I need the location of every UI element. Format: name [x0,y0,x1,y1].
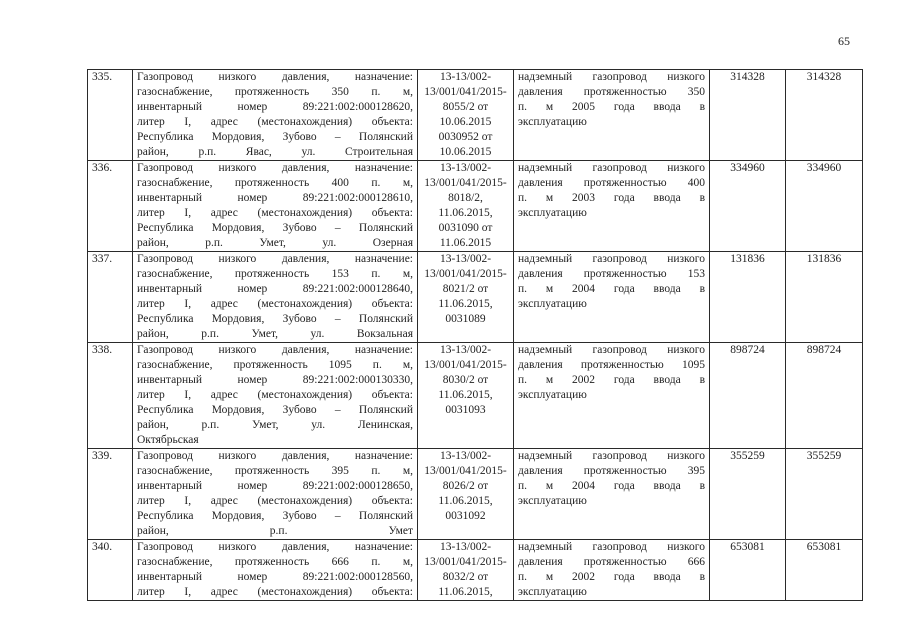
description-line: Газопровод низкого давления, назначение: [137,450,413,462]
registration-line: 11.06.2015, [438,495,493,507]
description-line: газоснабжение, протяженность 400 п. м, [137,177,413,189]
page-number: 65 [838,34,850,48]
registration-line: 13-13/002- [439,71,492,83]
object-description [133,252,418,343]
characteristics-line: давления протяженностью 395 [518,465,705,477]
table-row [88,161,863,252]
description-line: газоснабжение, протяженность 1095 п. м, [137,359,413,371]
description-line: Октябрьская [137,434,199,446]
property-registry-table [87,69,863,601]
characteristics-line: давления протяженностью 400 [518,177,705,189]
description-line: газоснабжение, протяженность 350 п. м, [137,86,413,98]
characteristics-line: надземный газопровод низкого [518,162,705,174]
characteristics-line: эксплуатацию [518,495,587,507]
description-line: газоснабжение, протяженность 666 п. м, [137,556,413,568]
row-number: 340. [88,540,133,601]
table-row [88,449,863,540]
description-line: район, р.п. Умет [137,525,413,537]
registration-line: 0031093 [445,404,486,416]
characteristics-line: эксплуатацию [518,586,587,598]
characteristics-line: надземный газопровод низкого [518,253,705,265]
description-line: литер I, адрес (местонахождения) объекта: [137,116,413,128]
object-description [133,540,418,601]
object-description [133,449,418,540]
description-line: Газопровод низкого давления, назначение: [137,344,413,356]
registration-line: 13-13/002- [439,344,492,356]
object-characteristics [514,161,710,252]
description-line: район, р.п. Умет, ул. Ленинская, [137,419,413,431]
value-cell: 334960 [786,161,863,252]
registration-line: 13/001/041/2015- [424,268,507,280]
description-line: район, р.п. Явас, ул. Строительная [137,146,413,158]
registration-line: 13-13/002- [439,253,492,265]
characteristics-line: надземный газопровод низкого [518,71,705,83]
registration-line: 8055/2 от [442,101,489,113]
registration-record [418,70,514,161]
object-characteristics [514,343,710,449]
description-line: инвентарный номер 89:221:002:000128640, [137,283,413,295]
table-row [88,70,863,161]
registration-line: 11.06.2015, [438,586,493,598]
registration-record [418,540,514,601]
registration-line: 0031089 [445,313,486,325]
description-line: район, р.п. Умет, ул. Озерная [137,237,413,249]
registration-line: 8018/2, [448,192,483,204]
registration-record [418,449,514,540]
registration-line: 13-13/002- [439,541,492,553]
registration-line: 13/001/041/2015- [424,465,507,477]
characteristics-line: п. м 2004 года ввода в [518,283,705,295]
characteristics-line: надземный газопровод низкого [518,541,705,553]
registration-line: 8021/2 от [442,283,489,295]
description-line: Республика Мордовия, Зубово – Полянский [137,131,413,143]
registration-line: 0030952 от [438,131,493,143]
value-cell: 131836 [710,252,786,343]
description-line: литер I, адрес (местонахождения) объекта: [137,495,413,507]
description-line: район, р.п. Умет, ул. Вокзальная [137,328,413,340]
description-line: газоснабжение, протяженность 153 п. м, [137,268,413,280]
description-line: Республика Мордовия, Зубово – Полянский [137,404,413,416]
value-cell: 898724 [786,343,863,449]
characteristics-line: надземный газопровод низкого [518,450,705,462]
registration-line: 10.06.2015 [439,116,492,128]
registration-line: 13/001/041/2015- [424,359,507,371]
description-line: Республика Мордовия, Зубово – Полянский [137,510,413,522]
object-characteristics [514,449,710,540]
registration-line: 13/001/041/2015- [424,86,507,98]
row-number: 335. [88,70,133,161]
value-cell: 355259 [786,449,863,540]
characteristics-line: давления протяженностью 350 [518,86,705,98]
description-line: инвентарный номер 89:221:002:000128560, [137,571,413,583]
registration-line: 11.06.2015, [438,298,493,310]
row-number: 339. [88,449,133,540]
object-description [133,161,418,252]
registration-line: 11.06.2015, [438,207,493,219]
value-cell: 131836 [786,252,863,343]
registration-line: 0031090 от [438,222,493,234]
characteristics-line: п. м 2002 года ввода в [518,571,705,583]
value-cell: 653081 [710,540,786,601]
registration-record [418,252,514,343]
registration-line: 8026/2 от [442,480,489,492]
registration-line: 13-13/002- [439,450,492,462]
characteristics-line: давления протяженностью 153 [518,268,705,280]
characteristics-line: эксплуатацию [518,207,587,219]
description-line: инвентарный номер 89:221:002:000130330, [137,374,413,386]
value-cell: 653081 [786,540,863,601]
description-line: литер I, адрес (местонахождения) объекта: [137,207,413,219]
registration-record [418,161,514,252]
characteristics-line: п. м 2003 года ввода в [518,192,705,204]
registration-line: 13/001/041/2015- [424,177,507,189]
registration-line: 13-13/002- [439,162,492,174]
description-line: Газопровод низкого давления, назначение: [137,253,413,265]
description-line: литер I, адрес (местонахождения) объекта: [137,298,413,310]
object-description [133,70,418,161]
value-cell: 898724 [710,343,786,449]
characteristics-line: надземный газопровод низкого [518,344,705,356]
description-line: Республика Мордовия, Зубово – Полянский [137,222,413,234]
description-line: Газопровод низкого давления, назначение: [137,71,413,83]
description-line: Газопровод низкого давления, назначение: [137,541,413,553]
object-characteristics [514,252,710,343]
description-line: Газопровод низкого давления, назначение: [137,162,413,174]
characteristics-line: эксплуатацию [518,116,587,128]
description-line: литер I, адрес (местонахождения) объекта: [137,586,413,598]
row-number: 336. [88,161,133,252]
registration-line: 10.06.2015 [439,146,492,158]
description-line: литер I, адрес (местонахождения) объекта: [137,389,413,401]
description-line: газоснабжение, протяженность 395 п. м, [137,465,413,477]
table-row [88,540,863,601]
characteristics-line: п. м 2005 года ввода в [518,101,705,113]
characteristics-line: эксплуатацию [518,389,587,401]
object-characteristics [514,540,710,601]
description-line: инвентарный номер 89:221:002:000128620, [137,101,413,113]
characteristics-line: п. м 2004 года ввода в [518,480,705,492]
value-cell: 355259 [710,449,786,540]
table-row [88,343,863,449]
row-number: 338. [88,343,133,449]
object-characteristics [514,70,710,161]
registration-line: 11.06.2015, [438,389,493,401]
value-cell: 314328 [786,70,863,161]
registration-line: 13/001/041/2015- [424,556,507,568]
table-row [88,252,863,343]
description-line: инвентарный номер 89:221:002:000128650, [137,480,413,492]
description-line: инвентарный номер 89:221:002:000128610, [137,192,413,204]
row-number: 337. [88,252,133,343]
registration-line: 8030/2 от [442,374,489,386]
characteristics-line: п. м 2002 года ввода в [518,374,705,386]
characteristics-line: эксплуатацию [518,298,587,310]
registration-line: 11.06.2015 [439,237,492,249]
value-cell: 334960 [710,161,786,252]
characteristics-line: давления протяженностью 1095 [518,359,705,371]
registration-line: 0031092 [445,510,486,522]
registration-line: 8032/2 от [442,571,489,583]
registration-record [418,343,514,449]
characteristics-line: давления протяженностью 666 [518,556,705,568]
value-cell: 314328 [710,70,786,161]
object-description [133,343,418,449]
description-line: Республика Мордовия, Зубово – Полянский [137,313,413,325]
